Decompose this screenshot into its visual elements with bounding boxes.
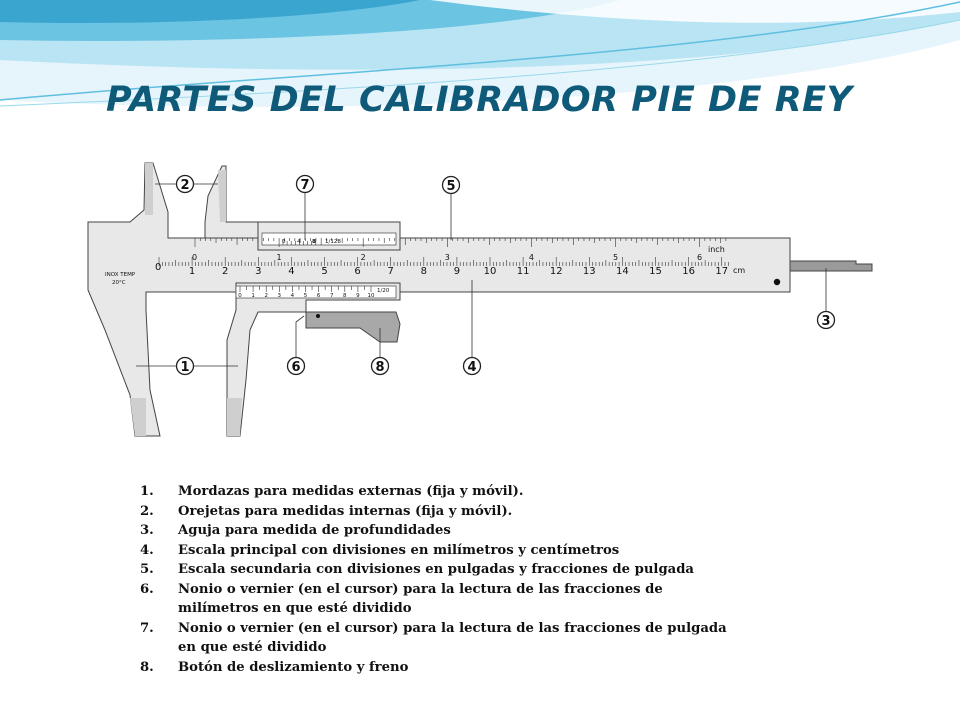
callout-8	[372, 358, 389, 376]
caliper-diagram	[0, 140, 960, 460]
vernier-number: 5	[303, 293, 308, 299]
moving-inside-jaw	[205, 166, 262, 238]
list-item	[140, 658, 738, 678]
cm-number: 17	[715, 266, 729, 277]
cm-number: 6	[354, 266, 361, 277]
svg-text:4: 4	[467, 360, 477, 375]
list-item	[140, 541, 738, 561]
vernier-number: 4	[290, 293, 295, 299]
svg-text:5: 5	[446, 179, 456, 194]
list-item	[140, 482, 738, 502]
cm-number: 15	[649, 266, 662, 277]
item-number: 3.	[140, 523, 154, 538]
inch-number: 5	[612, 253, 619, 262]
cm-number: 11	[516, 266, 530, 277]
inch-vernier-4: 4	[297, 239, 301, 245]
cm-number: 5	[321, 266, 328, 277]
vernier-number: 3	[277, 293, 282, 299]
vernier-number: 2	[264, 293, 268, 299]
cm-number: 4	[288, 266, 295, 277]
inch-vernier-0: 0	[282, 239, 286, 245]
cm-number: 16	[682, 266, 695, 277]
cm-number: 12	[549, 266, 563, 277]
item-number: 6.	[140, 581, 154, 597]
item-text: Escala secundaria con divisiones en pulgadas y fracciones de pulgada	[178, 562, 694, 577]
inch-vernier-8: 8	[312, 239, 316, 245]
item-number: 5.	[140, 562, 154, 577]
svg-text:7: 7	[300, 178, 310, 193]
cm-number: 14	[616, 266, 629, 277]
svg-text:8: 8	[375, 360, 385, 375]
inch-number: 4	[528, 253, 534, 262]
svg-text:2: 2	[180, 178, 190, 193]
cm-number: 8	[420, 266, 427, 277]
beam-hole	[774, 279, 780, 285]
item-number: 4.	[140, 542, 154, 558]
callout-5	[443, 177, 460, 195]
vernier-number: 1	[251, 293, 255, 299]
svg-text:6: 6	[291, 360, 301, 375]
thumb-knob	[306, 312, 400, 342]
cm-number: 13	[582, 266, 596, 277]
item-text: Nonio o vernier (en el cursor) para la lectura de las fracciones de pulgada en que esté dividido	[178, 620, 727, 655]
vernier-number: 8	[343, 293, 347, 299]
inch-number: 1	[276, 253, 282, 262]
item-text: Botón de deslizamiento y freno	[178, 659, 409, 675]
list-item	[140, 619, 738, 658]
vernier-number: 6	[316, 293, 321, 299]
item-text: Nonio o vernier (en el cursor) para la lectura de las fracciones de milímetros en que esté dividido	[178, 581, 663, 616]
fixed-frame	[88, 163, 790, 436]
vernier-number: 0	[238, 293, 242, 299]
vernier-number: 7	[329, 293, 334, 299]
inch-number: 2	[360, 253, 366, 262]
inch-unit-label: inch	[708, 245, 725, 254]
item-number: 7.	[140, 620, 154, 636]
cm-unit-label: cm	[733, 266, 746, 275]
brand-line-1: INOX TEMP	[105, 272, 136, 278]
callout-1	[177, 358, 194, 376]
item-number: 8.	[140, 659, 154, 675]
callout-2	[177, 176, 194, 194]
list-item	[140, 521, 738, 541]
item-text: Aguja para medida de profundidades	[178, 523, 451, 538]
callout-6	[288, 358, 305, 376]
svg-text:1: 1	[180, 360, 190, 375]
item-number: 1.	[140, 484, 154, 499]
list-item	[140, 580, 738, 619]
list-item	[140, 560, 738, 580]
item-number: 2.	[140, 503, 154, 519]
slide-title: PARTES DEL CALIBRADOR PIE DE REY	[106, 80, 853, 120]
cm-number: 1	[188, 266, 196, 277]
inch-number: 3	[444, 253, 450, 262]
svg-text:3: 3	[821, 314, 831, 329]
brand-line-2: 20°C	[112, 280, 126, 286]
metric-vernier-fraction: 1/20	[377, 288, 390, 294]
cm-number: 10	[483, 266, 497, 277]
cm-number: 3	[255, 266, 262, 277]
depth-rod	[790, 261, 872, 271]
vernier-number: 10	[367, 293, 375, 299]
cm-number: 7	[387, 266, 394, 277]
inch-zero-label: 0	[192, 253, 198, 262]
item-text: Orejetas para medidas internas (fija y móvil).	[178, 503, 513, 519]
vernier-number: 9	[356, 293, 360, 299]
callout-3	[818, 312, 835, 330]
cm-number: 2	[222, 266, 229, 277]
inch-vernier-fraction: 1/128	[325, 239, 341, 245]
cm-number: 9	[453, 266, 461, 277]
list-item	[140, 502, 738, 522]
cm-zero-label: 0	[155, 262, 162, 273]
item-text: Escala principal con divisiones en milímetros y centímetros	[178, 542, 620, 558]
callout-7	[297, 176, 314, 194]
item-text: Mordazas para medidas externas (fija y móvil).	[178, 484, 524, 499]
inch-number: 6	[697, 253, 703, 262]
parts-list	[140, 482, 738, 677]
callout-4	[464, 358, 481, 376]
